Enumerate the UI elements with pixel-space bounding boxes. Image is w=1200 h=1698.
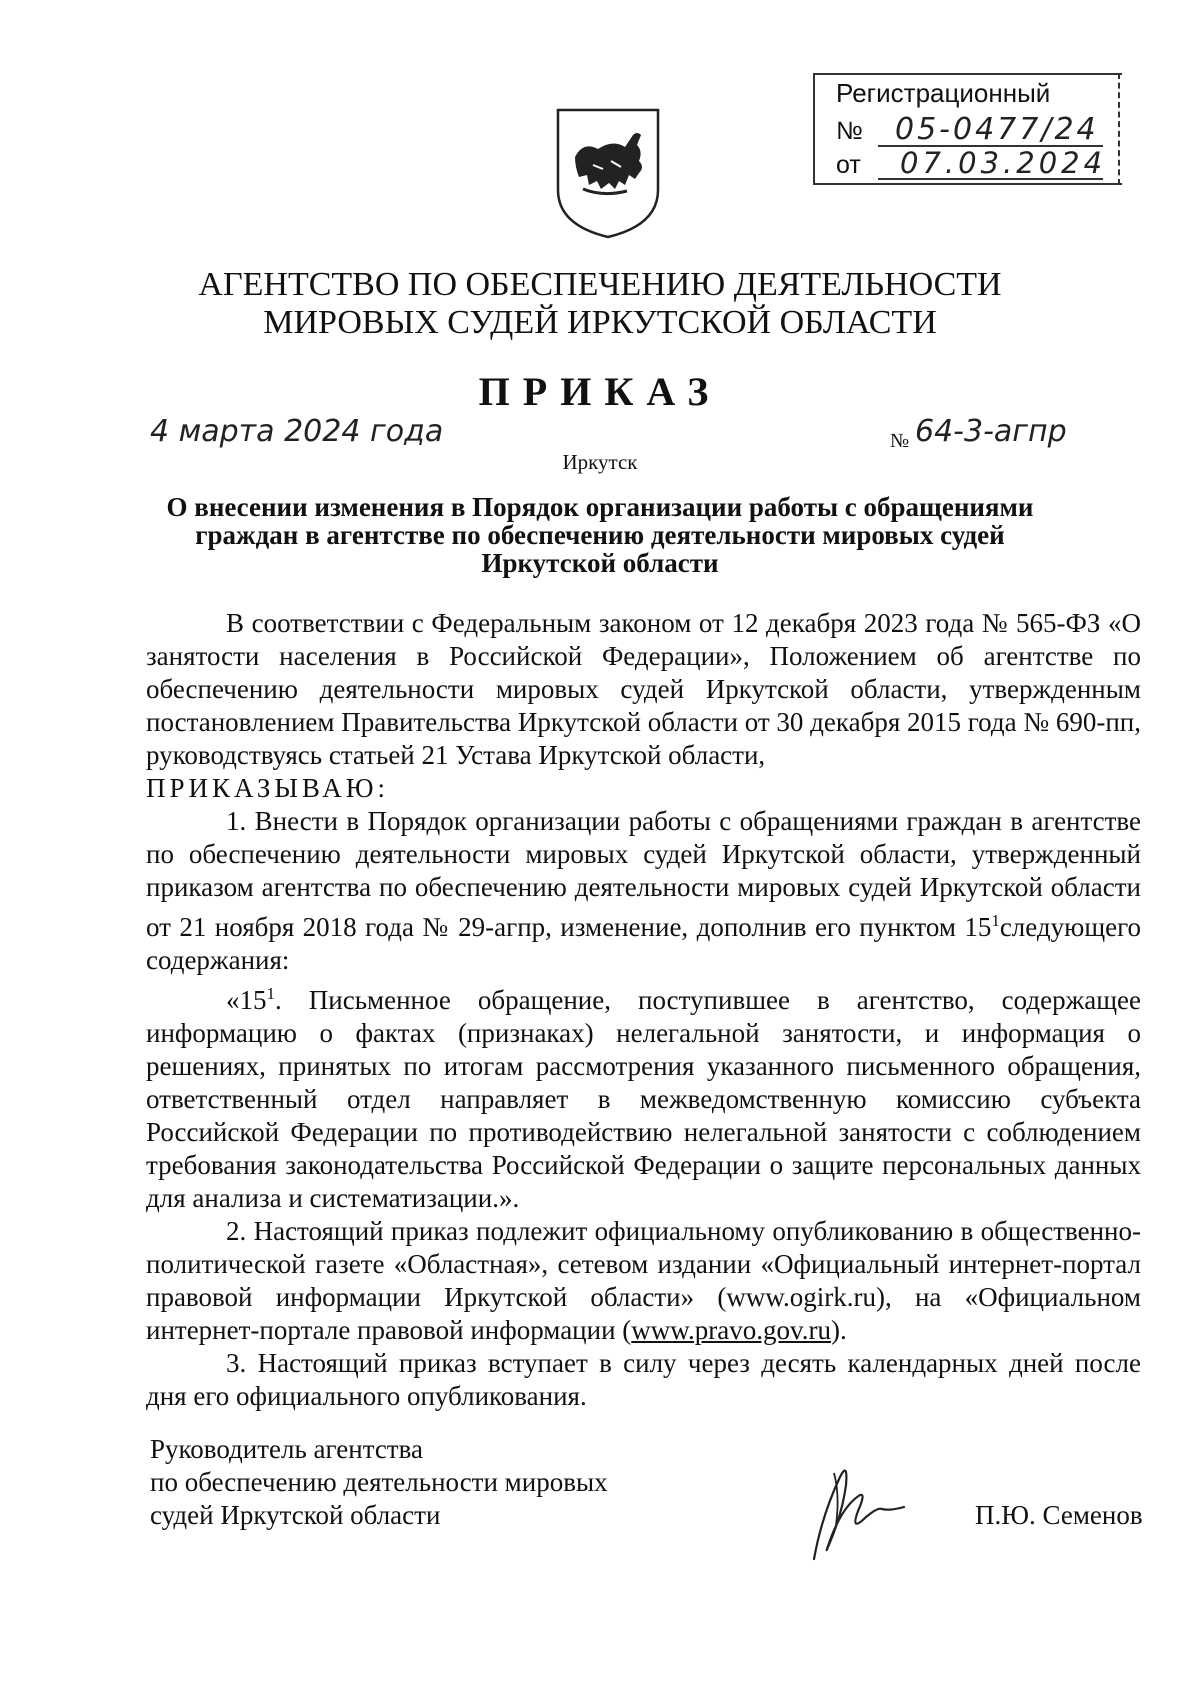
- signer-position-line3: судей Иркутской области: [150, 1500, 441, 1530]
- item-1-superscript: 1: [991, 911, 1000, 930]
- order-body: [146, 607, 1141, 1413]
- item-1-text: 1. Внести в Порядок организации работы с обращениями граждан в агентстве по обеспечению деятельности мировых судей Иркутской области, утвержденный приказом агентства по обеспечению деятельности мировых судей Иркутской области от 21 ноября 2018 года № 29-агпр, изменение, дополнив его пунктом 15: [146, 806, 1141, 942]
- registration-number-label: №: [836, 117, 863, 145]
- quote-paragraph: [146, 977, 1141, 1215]
- order-number-handwritten: 64-3-агпр: [915, 414, 1067, 449]
- order-subject-line1: О внесении изменения в Порядок организации работы с обращениями: [166, 492, 1034, 522]
- agency-name-line1: АГЕНТСТВО ПО ОБЕСПЕЧЕНИЮ ДЕЯТЕЛЬНОСТИ: [198, 266, 1002, 303]
- coat-of-arms-emblem: [553, 105, 663, 240]
- registration-number-value: 05-0477/24: [895, 112, 1099, 147]
- registration-date-label: от: [836, 151, 861, 179]
- order-date-handwritten: 4 марта 2024 года: [150, 414, 444, 449]
- agency-name-line2: МИРОВЫХ СУДЕЙ ИРКУТСКОЙ ОБЛАСТИ: [263, 304, 937, 341]
- quote-superscript: 1: [266, 984, 275, 1003]
- registration-date-value: 07.03.2024: [900, 146, 1107, 180]
- item-1-text-end: следующего содержания:: [146, 912, 1141, 975]
- item-2-text: 2. Настоящий приказ подлежит официальному опубликованию в общественно-политической газете «Областная», сетевом издании «Официальный интернет-портал правовой информации Иркутской области» (www.ogirk.ru), на «Официальном интернет-портале правовой информации (: [146, 1216, 1141, 1345]
- item-1-paragraph: [146, 805, 1141, 977]
- item-3-paragraph: 3. Настоящий приказ вступает в силу через десять календарных дней после дня его официального опубликования.: [146, 1348, 1141, 1411]
- order-number-label: №: [890, 430, 910, 452]
- signature-block: [150, 1433, 608, 1532]
- quote-text: . Письменное обращение, поступившее в агентство, содержащее информацию о фактах (признаках) нелегальной занятости, и информация о решениях, принятых по итогам рассмотрения указанного письменного обращения, ответственный отдел направляет в межведомственную комиссию субъекта Российской Федерации по противодействию нелегальной занятости с соблюдением требования законодательства Российской Федерации о защите персональных данных для анализа и систематизации.».: [146, 985, 1141, 1213]
- order-title: ПРИКАЗ: [478, 369, 722, 414]
- order-subject: [150, 493, 1050, 577]
- order-subject-line3: Иркутской области: [481, 548, 719, 578]
- item-2-paragraph: [146, 1215, 1141, 1347]
- handwritten-signature: [800, 1455, 910, 1565]
- quote-text-start: «15: [226, 985, 267, 1015]
- signer-position-line2: по обеспечению деятельности мировых: [150, 1467, 608, 1497]
- item-2-text-end: ).: [831, 1315, 847, 1345]
- registration-stamp-title: Регистрационный: [836, 78, 1051, 108]
- registration-stamp-frame-right: [1118, 73, 1122, 185]
- signer-name: П.Ю. Семенов: [975, 1500, 1143, 1530]
- pravo-gov-link[interactable]: www.pravo.gov.ru: [631, 1315, 831, 1345]
- signer-position-line1: Руководитель агентства: [150, 1434, 423, 1464]
- preamble-paragraph: В соответствии с Федеральным законом от 12 декабря 2023 года № 565-ФЗ «О занятости населения в Российской Федерации», Положением об агентстве по обеспечению деятельности мировых судей Иркутской области, утвержденным постановлением Правительства Иркутской области от 30 декабря 2015 года № 690-пп, руководствуясь статьей 21 Устава Иркутской области,: [146, 608, 1141, 770]
- prikazyvayu-heading: ПРИКАЗЫВАЮ:: [146, 773, 389, 803]
- order-city: Иркутск: [562, 450, 638, 474]
- order-subject-line2: граждан в агентстве по обеспечению деятельности мировых судей: [195, 520, 1005, 550]
